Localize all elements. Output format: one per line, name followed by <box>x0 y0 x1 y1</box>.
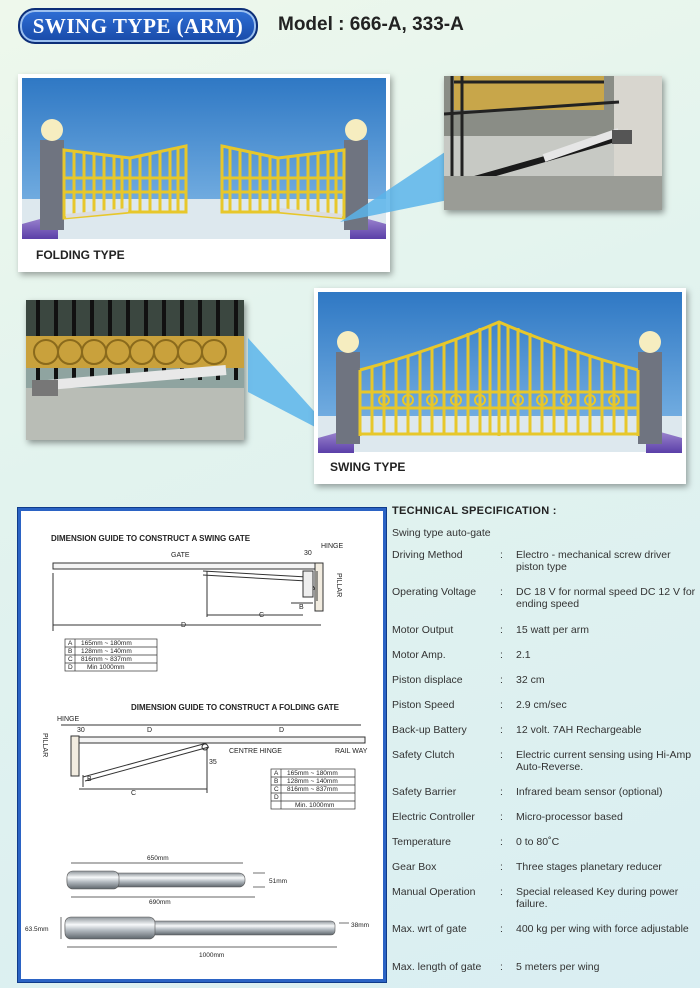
swing-gate-panel <box>314 288 686 484</box>
folding-table-key: D <box>274 794 279 801</box>
spec-colon: : <box>500 624 503 636</box>
spec-value: 0 to 80˚C <box>516 836 560 848</box>
spec-value: Micro-processor based <box>516 811 623 823</box>
spec-key: Max. wrt of gate <box>392 923 467 935</box>
folding-dim-30-label: 30 <box>77 727 85 734</box>
spec-key: Temperature <box>392 836 451 848</box>
spec-value: 15 watt per arm <box>516 624 589 636</box>
spec-value: 400 kg per wing with force adjustable <box>516 923 689 935</box>
swing-table-value: 816mm ~ 837mm <box>81 656 132 663</box>
swing-table-value: 165mm ~ 180mm <box>81 640 132 647</box>
spec-colon: : <box>500 586 503 598</box>
actuator-long <box>65 917 335 939</box>
spec-key: Manual Operation <box>392 886 476 898</box>
swing-gate-illustration <box>314 288 686 484</box>
spec-colon: : <box>500 923 503 935</box>
spec-colon: : <box>500 749 503 761</box>
folding-dim-d2-label: D <box>279 727 285 734</box>
spec-value: DC 18 V for normal speed DC 12 V for ending speed <box>516 586 696 610</box>
spec-subtitle: Swing type auto-gate <box>392 527 491 539</box>
page-title: SWING TYPE (ARM) <box>18 8 258 44</box>
folding-dim-c-label: C <box>131 790 137 797</box>
spec-colon: : <box>500 786 503 798</box>
folding-table-value: 165mm ~ 180mm <box>287 770 338 777</box>
spec-value: 2.9 cm/sec <box>516 699 567 711</box>
spec-colon: : <box>500 649 503 661</box>
dia-63-label: 63.5mm <box>25 926 49 933</box>
spec-value: Three stages planetary reducer <box>516 861 662 873</box>
spec-value: 2.1 <box>516 649 531 661</box>
swing-guide-title: DIMENSION GUIDE TO CONSTRUCT A SWING GATE <box>51 534 251 543</box>
spec-colon: : <box>500 811 503 823</box>
swing-table-value: Min 1000mm <box>87 664 125 671</box>
spec-key: Motor Output <box>392 624 454 636</box>
spec-key: Safety Barrier <box>392 786 457 798</box>
spec-colon: : <box>500 886 503 898</box>
folding-table-value: 128mm ~ 140mm <box>287 778 338 785</box>
folding-table-key: C <box>274 786 279 793</box>
actuator-short <box>67 871 245 889</box>
dim-b-label: B <box>299 604 304 611</box>
dia-38-label: 38mm <box>351 922 370 929</box>
model-label: Model : 666-A, 333-A <box>278 14 464 35</box>
folding-table-value: Min. 1000mm <box>295 802 335 809</box>
spec-colon: : <box>500 961 503 973</box>
gate-label: GATE <box>171 552 190 559</box>
hinge-label: HINGE <box>321 543 344 550</box>
spec-colon: : <box>500 699 503 711</box>
swing-table-key: B <box>68 648 73 655</box>
dia-51-label: 51mm <box>269 878 288 885</box>
len-1000-label: 1000mm <box>199 952 225 959</box>
spec-colon: : <box>500 549 503 561</box>
spec-key: Motor Amp. <box>392 649 446 661</box>
dim-d-label: D <box>181 622 187 629</box>
folding-hinge-label: HINGE <box>57 716 80 723</box>
swing-type-caption: SWING TYPE <box>330 460 406 474</box>
centre-hinge-label: CENTRE HINGE <box>229 748 282 755</box>
swing-table-key: C <box>68 656 73 663</box>
spec-key: Safety Clutch <box>392 749 455 761</box>
pillar-label: PILLAR <box>335 573 342 598</box>
folding-table-key: A <box>274 770 279 777</box>
spec-key: Operating Voltage <box>392 586 477 598</box>
folding-guide-title: DIMENSION GUIDE TO CONSTRUCT A FOLDING GATE <box>131 703 339 712</box>
folding-dim-b-label: B <box>87 776 92 783</box>
folding-dim-35-label: 35 <box>209 759 217 766</box>
spec-key: Back-up Battery <box>392 724 467 736</box>
dimension-drawings <box>21 511 383 979</box>
rail-way-label: RAIL WAY <box>335 748 368 755</box>
spec-colon: : <box>500 861 503 873</box>
folding-type-caption: FOLDING TYPE <box>36 248 125 262</box>
spec-value: 5 meters per wing <box>516 961 600 973</box>
spec-value: Electric current sensing using Hi-Amp Auto-Reverse. <box>516 749 692 773</box>
spec-colon: : <box>500 724 503 736</box>
swing-table-key: D <box>68 664 73 671</box>
dimension-guide-panel <box>18 508 386 982</box>
folding-table-value: 816mm ~ 837mm <box>287 786 338 793</box>
folding-dim-d1-label: D <box>147 727 153 734</box>
swing-table-value: 128mm ~ 140mm <box>81 648 132 655</box>
dim-c-label: C <box>259 612 265 619</box>
dim-30-label: 30 <box>304 550 312 557</box>
swing-table-key: A <box>68 640 73 647</box>
spec-key: Gear Box <box>392 861 437 873</box>
spec-colon: : <box>500 674 503 686</box>
spec-value: Electro - mechanical screw driver piston type <box>516 549 671 573</box>
spec-value: Special released Key during power failure. <box>516 886 679 910</box>
spec-value: Infrared beam sensor (optional) <box>516 786 663 798</box>
len-650-label: 650mm <box>147 855 169 862</box>
spec-key: Max. length of gate <box>392 961 482 973</box>
spec-colon: : <box>500 836 503 848</box>
spec-key: Piston Speed <box>392 699 455 711</box>
spec-key: Piston displace <box>392 674 463 686</box>
spec-value: 12 volt. 7AH Rechargeable <box>516 724 642 736</box>
folding-pillar-label: PILLAR <box>41 733 48 758</box>
spec-key: Driving Method <box>392 549 463 561</box>
folding-table-key: B <box>274 778 279 785</box>
len-690-label: 690mm <box>149 899 171 906</box>
spec-key: Electric Controller <box>392 811 475 823</box>
spec-title: TECHNICAL SPECIFICATION : <box>392 505 557 517</box>
spec-value: 32 cm <box>516 674 545 686</box>
